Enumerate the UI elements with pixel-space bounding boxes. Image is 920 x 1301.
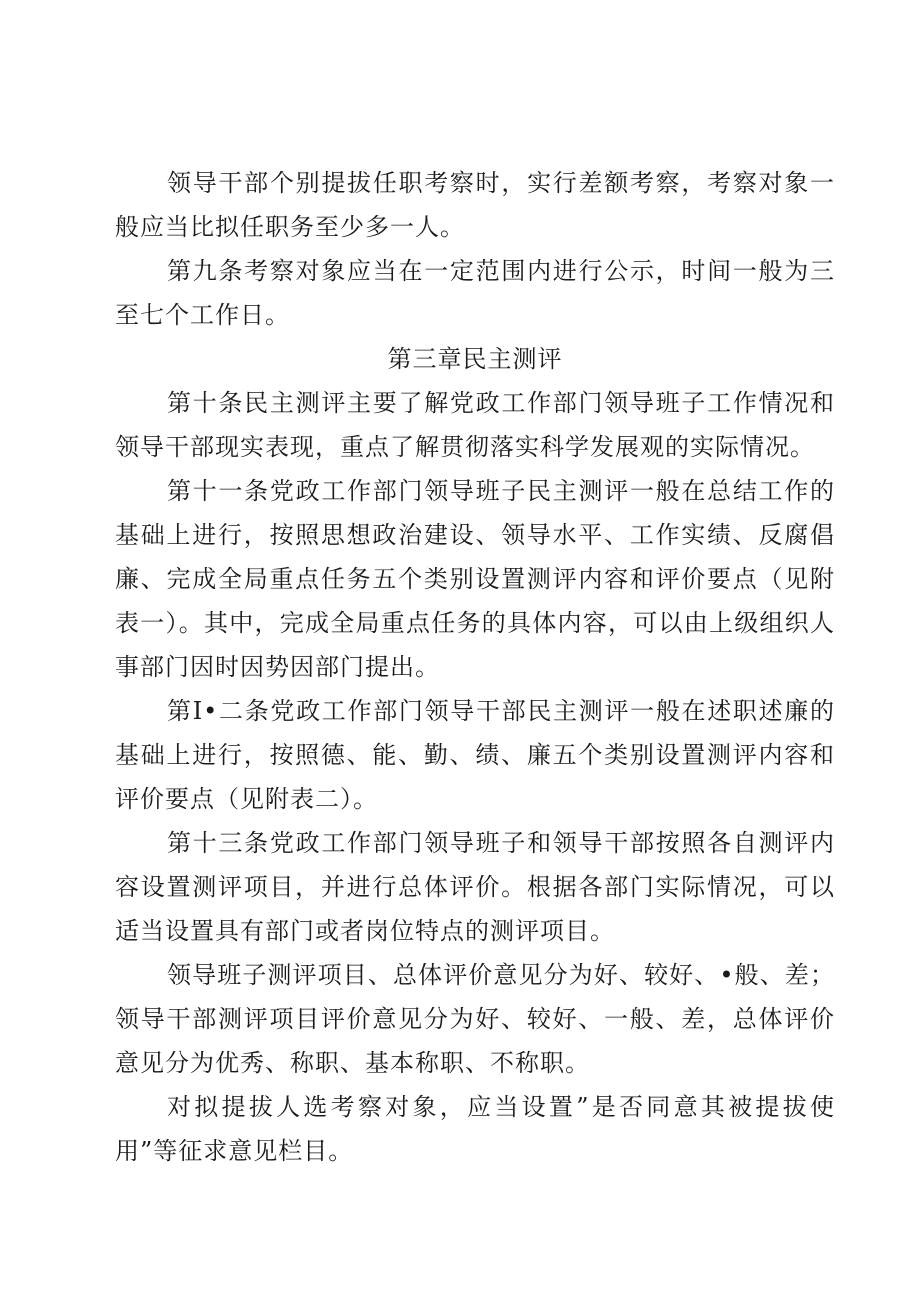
article-10: 第十条民主测评主要了解党政工作部门领导班子工作情况和领导干部现实表现，重点了解贯彻落实科学发展观的实际情况。	[115, 389, 835, 461]
chapter-3-heading: 第三章民主测评	[387, 345, 563, 373]
article-13: 第十三条党政工作部门领导班子和领导干部按照各自测评内容设置测评项目，并进行总体评价。根据各部门实际情况，可以适当设置具有部门或者岗位特点的测评项目。	[115, 829, 835, 945]
article-12: 第I•二条党政工作部门领导干部民主测评一般在述职述廉的基础上进行，按照德、能、勤、绩、廉五个类别设置测评内容和评价要点（见附表二）。	[115, 697, 835, 813]
evaluation-levels-paragraph: 领导班子测评项目、总体评价意见分为好、较好、•般、差；领导干部测评项目评价意见分为好、较好、一般、差，总体评价意见分为优秀、称职、基本称职、不称职。	[115, 961, 835, 1077]
article-9: 第九条考察对象应当在一定范围内进行公示，时间一般为三至七个工作日。	[115, 257, 835, 329]
document-body	[115, 161, 835, 1173]
promotion-opinion-paragraph: 对拟提拔人选考察对象，应当设置”是否同意其被提拔使用”等征求意见栏目。	[115, 1093, 835, 1165]
paragraph-1: 领导干部个别提拔任职考察时，实行差额考察，考察对象一般应当比拟任职务至少多一人。	[115, 169, 835, 241]
article-11: 第十一条党政工作部门领导班子民主测评一般在总结工作的基础上进行，按照思想政治建设、领导水平、工作实绩、反腐倡廉、完成全局重点任务五个类别设置测评内容和评价要点（见附表一）。其中，完成全局重点任务的具体内容，可以由上级组织人事部门因时因势因部门提出。	[115, 477, 835, 681]
